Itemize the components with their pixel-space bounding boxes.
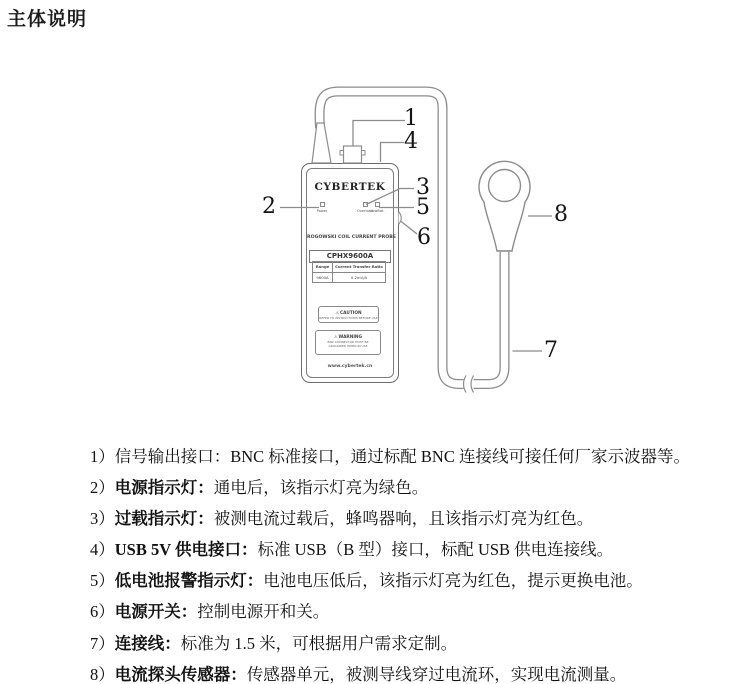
description-list (90, 441, 746, 684)
item-term: 信号输出接口： (114, 447, 231, 466)
list-item (90, 659, 746, 684)
item-desc: 标准 USB（B 型）接口，标配 USB 供电连接线。 (257, 540, 614, 560)
list-item (90, 472, 746, 503)
item-term: 电源开关： (114, 602, 198, 622)
item-number: 2） (90, 478, 115, 498)
list-item (90, 503, 746, 534)
sensor-aperture (489, 170, 521, 202)
item-term: 电源指示灯： (114, 478, 214, 498)
leader-line-1 (353, 121, 405, 147)
item-number: 4） (90, 540, 115, 560)
brand-logo: CYBERTEK (314, 181, 386, 193)
bnc-connector (340, 146, 365, 163)
item-desc: 被测电流过载后，蜂鸣器响，且该指示灯亮为红色。 (213, 509, 594, 529)
callout-1: 1 (404, 106, 418, 131)
callout-3: 3 (416, 175, 430, 200)
item-number: 6） (90, 602, 115, 622)
leader-line-6 (401, 221, 418, 234)
item-desc: 控制电源开和关。 (197, 602, 330, 622)
warning-title: WARNING (338, 334, 363, 340)
spec-header-ratio: Current Transfer Ratio (333, 262, 386, 273)
item-term: 过载指示灯： (114, 509, 214, 529)
callout-8: 8 (554, 202, 568, 227)
item-number: 7） (90, 633, 115, 653)
item-term: 低电池报警指示灯： (114, 571, 264, 591)
probe-body (301, 163, 399, 383)
current-loop-sensor (479, 161, 530, 251)
item-term: USB 5V 供电接口： (114, 540, 258, 560)
callout-4: 4 (404, 129, 418, 154)
item-number: 8） (90, 664, 115, 684)
item-desc: 电池电压低后，该指示灯亮为红色，提示更换电池。 (263, 571, 643, 591)
list-item (90, 565, 746, 596)
lowbat-led-label: LowBat. (370, 208, 385, 213)
power-led-label: Power (316, 208, 328, 213)
caution-box (318, 306, 379, 323)
item-desc: 传感器单元，被测导线穿过电流环，实现电流测量。 (246, 664, 627, 684)
overload-led-label: Overload (357, 208, 373, 213)
callout-6: 6 (417, 225, 431, 250)
callout-5: 5 (416, 195, 430, 220)
probe-front-panel (306, 168, 394, 378)
callout-7: 7 (544, 338, 558, 363)
spec-table (312, 261, 386, 283)
warning-box (315, 330, 381, 355)
caution-title: CAUTION (339, 310, 362, 316)
item-term: 连接线： (114, 633, 181, 653)
caution-text: REFER TO INSTRUCTIONS BEFORE USE (319, 315, 378, 320)
power-led-group (309, 202, 335, 213)
list-item (90, 441, 746, 472)
website-label: www.cybertek.cn (327, 364, 373, 369)
list-item (90, 534, 746, 565)
callout-2: 2 (262, 194, 276, 219)
leader-line-4 (381, 143, 405, 163)
spec-value-range: 9600A (313, 272, 333, 283)
probe-type-label: ROGOWSKI COIL CURRENT PROBE (307, 235, 396, 240)
model-number: CPHX9600A (309, 250, 391, 263)
strain-relief-cone (312, 123, 331, 163)
item-number: 3） (90, 509, 115, 529)
lowbat-led (375, 202, 380, 207)
page-title: 主体说明 (7, 9, 88, 30)
list-item (90, 596, 746, 627)
lowbat-led-group (365, 202, 391, 213)
item-desc: BNC 标准接口，通过标配 BNC 连接线可接任何厂家示波器等。 (230, 447, 690, 466)
item-desc: 标准为 1.5 米，可根据用户需求定制。 (180, 633, 458, 653)
warning-text-line1: BNC CONNECTOR MUST BE (327, 339, 369, 344)
spec-header-range: Range (313, 262, 333, 273)
item-term: 电流探头传感器： (114, 664, 247, 684)
spec-value-ratio: 0.2mV/A (333, 272, 386, 283)
warning-text-line2: GROUNDED WHEN IN USE (328, 343, 368, 348)
list-item (90, 628, 746, 659)
item-number: 5） (90, 571, 115, 591)
item-number: 1） (90, 447, 115, 466)
cable-break-icon (464, 375, 474, 393)
power-led (320, 202, 325, 207)
item-desc: 通电后，该指示灯亮为绿色。 (213, 478, 429, 498)
